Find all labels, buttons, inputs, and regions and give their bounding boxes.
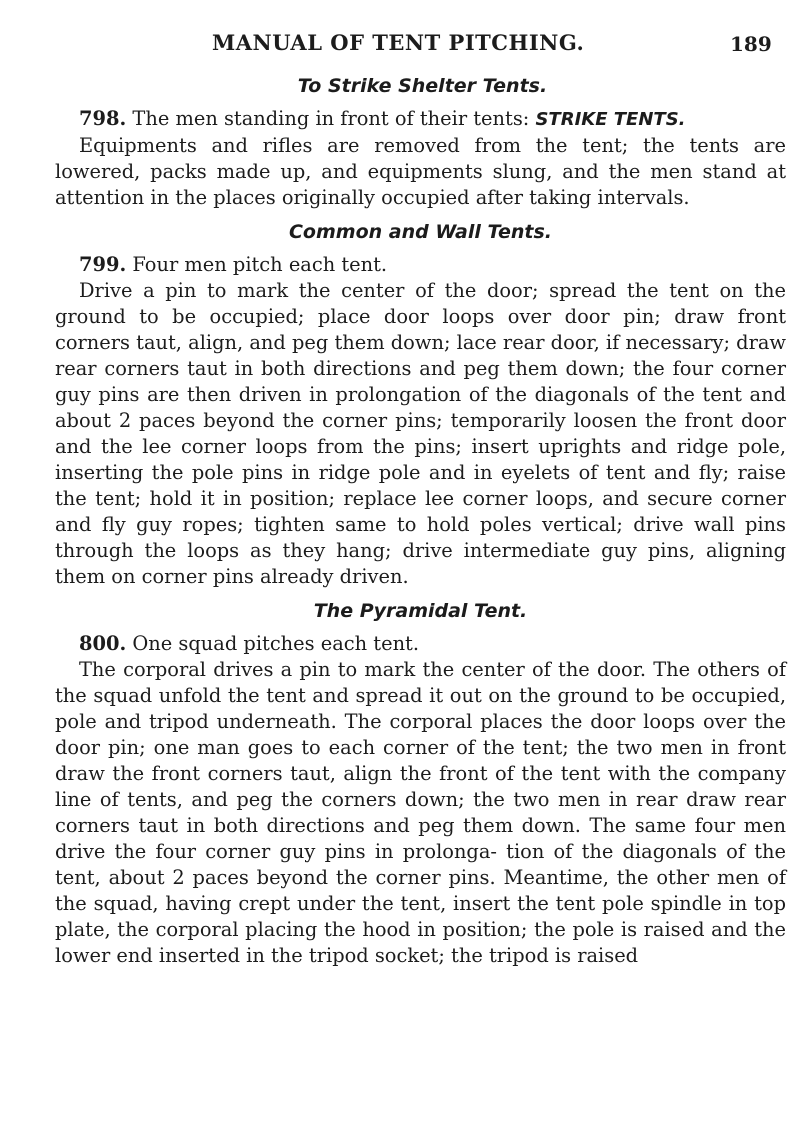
paragraph-text: One squad pitches each tent. — [126, 632, 420, 655]
paragraph-798-continuation: Equipments and rifles are removed from the tent; the tents are lowered, packs made up, and equipments slung, and the men stand at attention in the places originally occupied after taking intervals. — [55, 134, 786, 209]
section-heading-common-wall-tents: Common and Wall Tents. — [288, 221, 552, 243]
paragraph-text: Four men pitch each tent. — [126, 253, 388, 276]
paragraph-number: 800. — [79, 632, 127, 655]
paragraph-number: 798. — [79, 107, 127, 130]
paragraph-text: The men standing in front of their tents: — [126, 107, 536, 130]
running-head — [0, 30, 801, 60]
paragraph-number: 799. — [79, 253, 127, 276]
paragraph-800-continuation: The corporal drives a pin to mark the center of the door. The others of the squad unfold the tent and spread it out on the ground to be occupied, pole and tripod underneath. The corporal places the door loops over the door pin; one man goes to each corner of the tent; the two men in front draw the front corners taut, align the front of the tent with the company line of tents, and peg the corners down; the two men in rear draw rear corners taut in both directions and peg them down. The same four men drive the four corner guy pins in prolonga- tion of the diagonals of the tent, about 2 paces beyond the corner pins. Meantime, the other men of the squad, having crept under the tent, insert the tent pole spindle in top plate, the corporal placing the hood in position; the pole is raised and the lower end inserted in the tripod socket; the tripod is raised — [55, 658, 786, 967]
paragraph-798 — [55, 106, 786, 133]
paragraph-799-continuation: Drive a pin to mark the center of the door; spread the tent on the ground to be occupied; place door loops over door pin; draw front corners taut, align, and peg them down; lace rear door, if necessary; draw rear corners taut in both directions and peg them down; the four corner guy pins are then driven in prolongation of the diagonals of the tent and about 2 paces beyond the corner pins; temporarily loosen the front door and the lee corner loops from the pins; insert uprights and ridge pole, inserting the pole pins in ridge pole and in eyelets of tent and fly; raise the tent; hold it in position; replace lee corner loops, and secure corner and fly guy ropes; tighten same to hold poles vertical; drive wall pins through the loops as they hang; drive intermediate guy pins, aligning them on corner pins already driven. — [55, 279, 786, 588]
section-heading-shelter-tents: To Strike Shelter Tents. — [297, 75, 548, 97]
paragraph-799 — [55, 252, 786, 278]
paragraph-800 — [55, 631, 786, 657]
page-number: 189 — [730, 32, 772, 56]
running-title: MANUAL OF TENT PITCHING. — [212, 30, 585, 55]
section-heading-pyramidal-tent: The Pyramidal Tent. — [313, 600, 528, 622]
body-text — [55, 73, 786, 969]
command-text: STRIKE TENTS. — [535, 109, 686, 130]
